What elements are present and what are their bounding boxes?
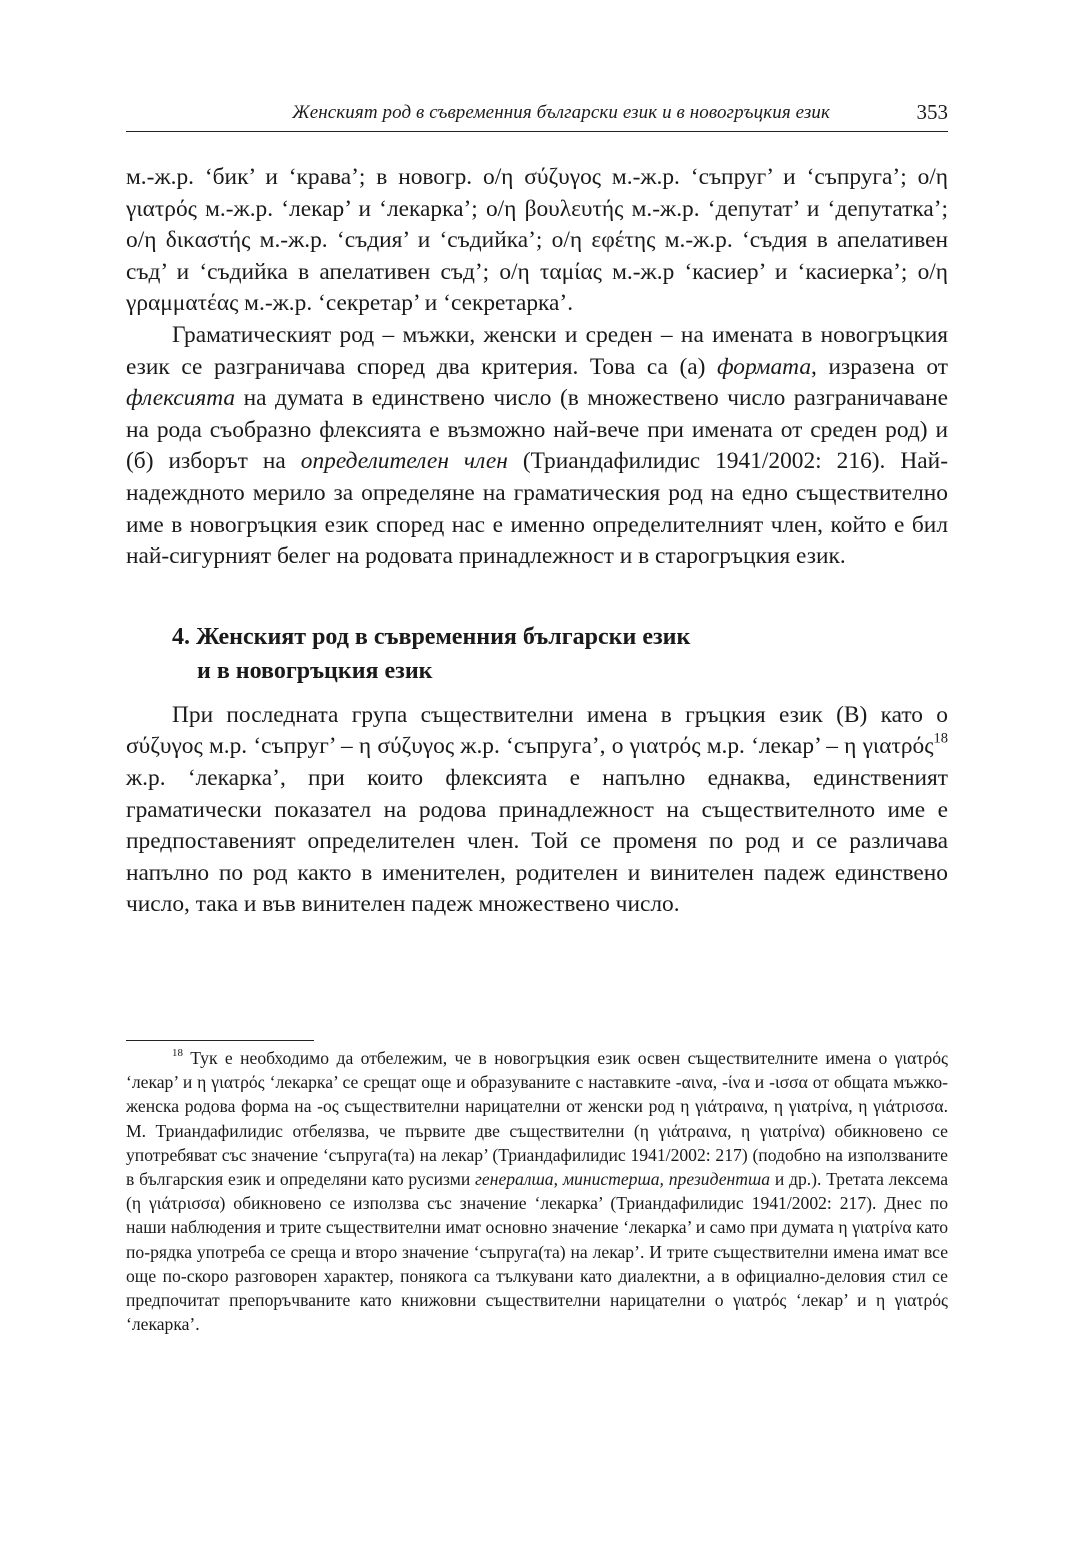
heading-line-1: 4. Женският род в съвременния български език — [172, 623, 691, 650]
paragraph-continued: м.-ж.р. ‘бик’ и ‘крава’; в новогр. ο/η σύζυγος м.-ж.р. ‘съпруг’ и ‘съпруга’; ο/η γιατρός м.-ж.р. ‘лекар’ и ‘лекарка’; ο/η βουλευτής м.-ж.р. ‘депутат’ и ‘депутатка’; ο/η δικαστής м.-ж.р. ‘съдия’ и ‘съдийка’; ο/η εφέτης м.-ж.р. ‘съдия в апелативен съд’ и ‘съдийка в апелативен съд’; ο/η ταμίας м.-ж.р ‘касиер’ и ‘касиерка’; ο/η γραμματέας м.-ж.р. ‘секретар’ и ‘секретарка’. — [126, 164, 948, 317]
text-run: ж.р. ‘лекарка’, при които флексията е напълно еднаква, единственият граматически показател на родова принадлежност на съществителното име е предпоставеният определителен член. Той се променя по род и се различава напълно по род както в именителен, родителен и винителен падеж единствено число, така и във винителен падеж множествено число. — [126, 764, 948, 918]
text-run: Граматическият род – мъжки, женски и среден – на имената в новогръцкия език се разграничава според два критерия. Това са (а) — [126, 321, 948, 380]
text-run: на думата в единствено число (в множествено число разграничаване на рода съобразно флексията е възможно най-вече при имената от среден род) и (б) изборът на — [126, 385, 948, 475]
section-heading — [172, 620, 948, 688]
footnote-number: 18 — [172, 1047, 183, 1060]
footnotes — [126, 1046, 948, 1336]
footnote-divider — [126, 1040, 314, 1041]
text-run: Тук е необходимо да отбележим, че в новогръцкия език освен съществителните имена ο γιατρός ‘лекар’ и η γιατρός ‘лекарка’ се срещат още и образуваните с наставките -αινα, -ίνα и -ισσα от общата мъжко-женска родова форма на -ος съществителни нарицателни от женски род η γιάτραινα, η γιατρίνα, η γιάτρισσα. М. Триандафилидис отбелязва, че първите две съществителни (η γιάτραινα, η γιατρίνα) обикновено се употребяват със значение ‘съпруга(та) на лекар’ (Триандафилидис 1941/2002: 217) (подобно на използваните в българския език и определяни като русизми — [126, 1048, 948, 1190]
running-title: Женският род в съвременния български език и в новогръцкия език — [292, 102, 830, 123]
italic-term: генералша — [475, 1169, 554, 1190]
text-run: При последната група съществителни имена в гръцкия език (В) като ο σύζυγος м.р. ‘съпруг’ – η σύζυγος ж.р. ‘съпруга’, ο γιατρός м.р. ‘лекар’ – η γιατρός — [126, 701, 948, 760]
running-header — [126, 100, 948, 132]
footnote-reference[interactable]: 18 — [933, 730, 948, 747]
paragraph-last-group — [126, 700, 948, 921]
paragraph-grammatical-gender — [126, 320, 948, 573]
text-run: и др.). Третата лексема (η γιάτρισσα) обикновено се използва със значение ‘лекарка’ (Триандафилидис 1941/2002: 217). Днес по наши наблюдения и трите съществителни имат основно значение ‘лекарка’ и само при думата η γιατρίνα като по-рядка употреба се среща и второ значение ‘съпруга(та) на лекар’. И трите съществителни имена имат все още по-скоро разговорен характер, понякога са тълкувани като диалектни, а в официално-деловия стил се предпочитат препоръчваните като книжовни съществителни нарицателни ο γιατρός ‘лекар’ и η γιατρός ‘лекарка’. — [126, 1169, 949, 1335]
italic-term: флексията — [126, 385, 236, 412]
page-number: 353 — [916, 100, 948, 124]
italic-term: формата — [717, 353, 812, 380]
text-run: , изразена от — [811, 353, 949, 380]
main-text — [126, 162, 948, 921]
footnote-18 — [126, 1046, 948, 1336]
italic-term: определителен член — [300, 448, 508, 475]
text-run: (Триандафилидис 1941/2002: 216). Най-надеждното мерило за определяне на граматическия род на едно съществително име в новогръцкия език според нас е именно определителният член, който е бил най-сигурният белег на родовата принадлежност и в старогръцкия език. — [126, 448, 948, 570]
text-run: , — [553, 1169, 563, 1190]
heading-line-2: и в новогръцкия език — [197, 657, 433, 684]
italic-term: министерша, президентша — [562, 1169, 771, 1190]
